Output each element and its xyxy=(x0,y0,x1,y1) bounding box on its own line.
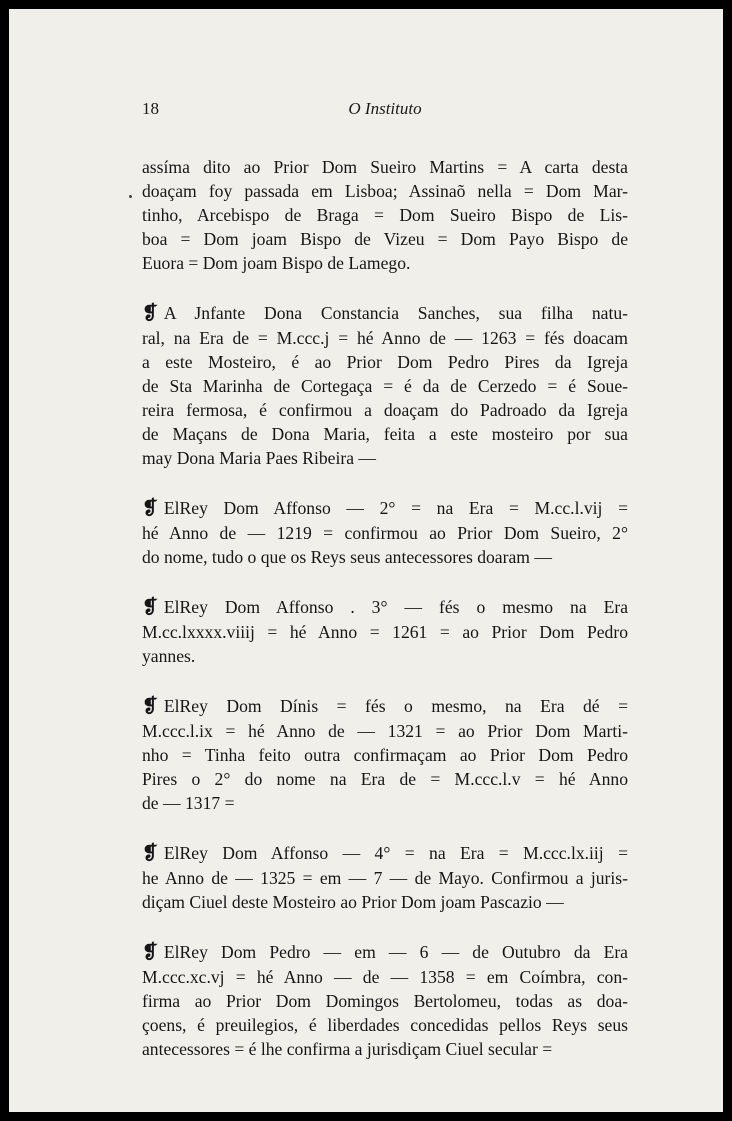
paragraph xyxy=(142,496,628,569)
text-line: de — 1317 = xyxy=(142,793,235,813)
text-line: çoens, é preuilegios, é liberdades concedidas pellos Reys seus xyxy=(142,1015,628,1035)
pilcrow-icon: ❡ xyxy=(142,843,158,864)
text-line: M.ccc.l.ix = hé Anno de — 1321 = ao Prior Dom Marti- xyxy=(142,721,628,741)
running-title: O Instituto xyxy=(348,99,422,118)
text-line: hé Anno de — 1219 = confirmou ao Prior Dom Sueiro, 2° xyxy=(142,523,628,543)
text-line: nho = Tinha feito outra confirmaçam ao Prior Dom Pedro xyxy=(142,745,628,765)
text-line: ❡ ElRey Dom Pedro — em — 6 — de Outubro da Era xyxy=(142,942,628,963)
page-header xyxy=(142,99,628,123)
text-line: ❡ ElRey Dom Dínis = fés o mesmo, na Era dé = xyxy=(142,696,628,717)
stray-ink-mark xyxy=(129,195,132,198)
pilcrow-icon: ❡ xyxy=(142,696,158,717)
pilcrow-icon: ❡ xyxy=(142,303,158,324)
paragraph xyxy=(142,694,628,815)
text-line: M.cc.lxxxx.viiij = hé Anno = 1261 = ao Prior Dom Pedro xyxy=(142,622,628,642)
paragraph xyxy=(142,595,628,668)
text-line: ❡ ElRey Dom Affonso . 3° — fés o mesmo na Era xyxy=(142,597,628,618)
paragraph xyxy=(142,301,628,470)
text-line: ral, na Era de = M.ccc.j = hé Anno de — 1263 = fés doacam xyxy=(142,328,628,348)
text-line: a este Mosteiro, é ao Prior Dom Pedro Pires da Igreja xyxy=(142,352,628,372)
text-line: de Sta Marinha de Cortegaça = é da de Cerzedo = é Soue- xyxy=(142,376,628,396)
text-line: ❡ ElRey Dom Affonso — 4° = na Era = M.ccc.lx.iij = xyxy=(142,843,628,864)
book-page xyxy=(9,9,723,1112)
text-line: antecessores = é lhe confirma a jurisdiçam Ciuel secular = xyxy=(142,1039,553,1059)
text-line: reira fermosa, é confirmou a doaçam do Padroado da Igreja xyxy=(142,400,628,420)
text-line: ❡ A Jnfante Dona Constancia Sanches, sua filha natu- xyxy=(142,303,628,324)
text-line: firma ao Prior Dom Domingos Bertolomeu, todas as doa- xyxy=(142,991,628,1011)
text-line: de Maçans de Dona Maria, feita a este mosteiro por sua xyxy=(142,424,628,444)
text-line: tinho, Arcebispo de Braga = Dom Sueiro Bispo de Lis- xyxy=(142,205,628,225)
body-text xyxy=(142,155,628,1087)
text-line: boa = Dom joam Bispo de Vizeu = Dom Payo Bispo de xyxy=(142,229,628,249)
paragraph xyxy=(142,940,628,1061)
text-line: do nome, tudo o que os Reys seus antecessores doaram — xyxy=(142,547,552,567)
pilcrow-icon: ❡ xyxy=(142,498,158,519)
text-line: doaçam foy passada em Lisboa; Assinaõ nella = Dom Mar- xyxy=(142,181,628,201)
pilcrow-icon: ❡ xyxy=(142,597,158,618)
text-line: Pires o 2° do nome na Era de = M.ccc.l.v = hé Anno xyxy=(142,769,628,789)
text-line: M.ccc.xc.vj = hé Anno — de — 1358 = em Coímbra, con- xyxy=(142,967,628,987)
text-line: assíma dito ao Prior Dom Sueiro Martins = A carta desta xyxy=(142,157,628,177)
text-line: may Dona Maria Paes Ribeira — xyxy=(142,448,377,468)
text-line: diçam Ciuel deste Mosteiro ao Prior Dom joam Pascazio — xyxy=(142,892,564,912)
text-line: yannes. xyxy=(142,646,196,666)
text-line: Euora = Dom joam Bispo de Lamego. xyxy=(142,253,411,273)
pilcrow-icon: ❡ xyxy=(142,942,158,963)
paragraph xyxy=(142,155,628,275)
page-number: 18 xyxy=(142,99,159,118)
text-line: ❡ ElRey Dom Affonso — 2° = na Era = M.cc.l.vij = xyxy=(142,498,628,519)
paragraph xyxy=(142,841,628,914)
text-line: he Anno de — 1325 = em — 7 — de Mayo. Confirmou a juris- xyxy=(142,868,628,888)
